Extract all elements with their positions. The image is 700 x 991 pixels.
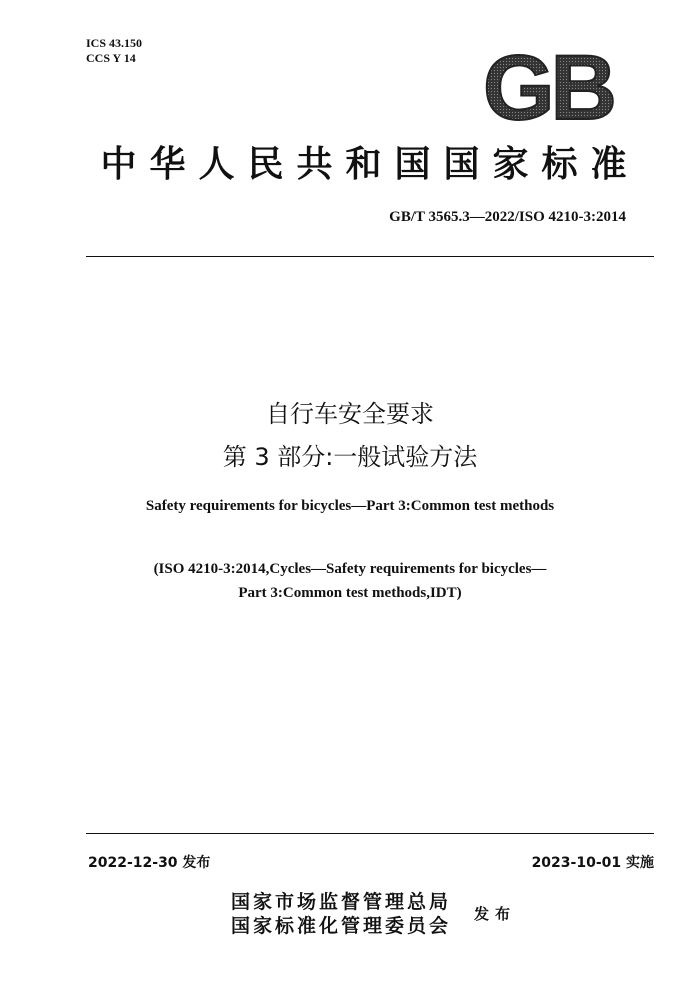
issuer-sac: 国家标准化管理委员会	[231, 915, 452, 937]
title-cn-line2: 第 3 部分:一般试验方法	[222, 443, 478, 471]
issue-date: 2022-12-30 发布	[88, 855, 211, 871]
equivalent-line2: Part 3:Common test methods,IDT)	[238, 585, 462, 601]
standard-number: GB/T 3565.3—2022/ISO 4210-3:2014	[389, 209, 626, 225]
title-en: Safety requirements for bicycles—Part 3:Common test methods	[145, 498, 555, 514]
equivalent-line1: (ISO 4210-3:2014,Cycles—Safety requirements for bicycles—	[153, 561, 547, 577]
issuer-samr: 国家市场监督管理总局	[231, 891, 452, 913]
classification-codes	[86, 36, 142, 66]
ics-code: ICS 43.150	[86, 36, 143, 50]
title-cn-line1: 自行车安全要求	[266, 400, 434, 428]
gb-logo-text: GB	[483, 45, 613, 127]
publish-label: 发布	[474, 905, 517, 923]
gb-logo-icon	[478, 45, 618, 127]
top-divider	[86, 256, 654, 257]
implementation-date: 2023-10-01 实施	[531, 855, 654, 871]
issuers	[231, 890, 451, 938]
ccs-code: CCS Y 14	[86, 51, 136, 65]
bottom-divider	[86, 833, 654, 834]
national-standard-title: 中华人民共和国国家标准	[100, 143, 640, 185]
